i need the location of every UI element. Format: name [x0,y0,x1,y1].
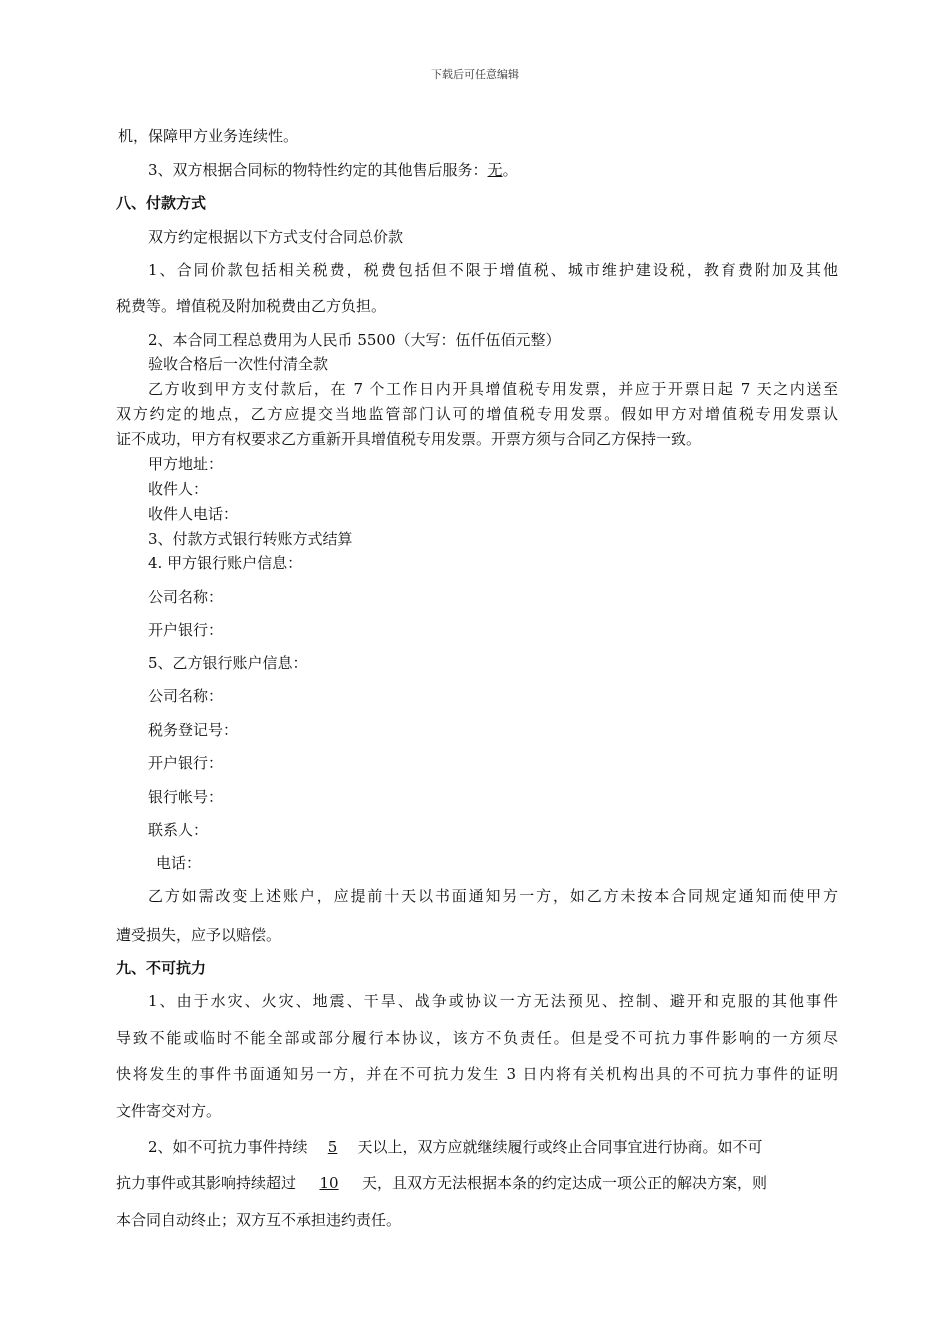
after-sales-clause [148,160,518,180]
paragraph-line: 验收合格后一次性付清全款 [148,355,329,373]
paragraph-line: 2、本合同工程总费用为人民币 5500（大写：伍仟伍佰元整） [148,331,561,349]
field-label: 公司名称： [148,588,224,606]
field-label: 电话： [156,854,202,872]
paragraph-line: 4. 甲方银行账户信息： [148,554,303,572]
paragraph-line: 遭受损失，应予以赔偿。 [116,926,282,944]
paragraph-line: 5、乙方银行账户信息： [148,654,308,672]
section-heading-force-majeure: 九、不可抗力 [116,959,207,977]
clause-text: 2、如不可抗力事件持续 [148,1138,308,1156]
underlined-value: 5 [327,1138,338,1156]
field-label: 收件人： [148,480,209,498]
underlined-value: 10 [319,1174,339,1192]
field-label: 银行帐号： [148,788,224,806]
clause-text: 。 [502,161,518,179]
clause-text: 天，且双方无法根据本条的约定达成一项公正的解决方案，则 [362,1174,768,1192]
section-heading-payment: 八、付款方式 [116,194,207,212]
underlined-value: 无 [487,161,503,179]
field-label: 甲方地址： [148,455,224,473]
paragraph-line: 3、付款方式银行转账方式结算 [148,530,353,548]
paragraph-line: 双方约定的地点，乙方应提交当地监管部门认可的增值税专用发票。假如甲方对增值税专用发票认 [116,405,838,423]
page-header: 下载后可任意编辑 [431,68,519,81]
field-label: 联系人： [148,821,209,839]
paragraph-line: 1、由于水灾、火灾、地震、干旱、战争或协议一方无法预见、控制、避开和克服的其他事件 [148,992,838,1010]
paragraph-line: 1、合同价款包括相关税费，税费包括但不限于增值税、城市维护建设税，教育费附加及其他 [148,261,838,279]
paragraph-line: 乙方收到甲方支付款后，在 7 个工作日内开具增值税专用发票，并应于开票日起 7 天之内送至 [148,380,838,398]
paragraph-line: 文件寄交对方。 [116,1102,222,1120]
paragraph-line: 机，保障甲方业务连续性。 [118,127,299,145]
clause-text: 3、双方根据合同标的物特性约定的其他售后服务： [148,161,488,179]
force-majeure-termination-clause [116,1173,767,1193]
paragraph-line: 乙方如需改变上述账户，应提前十天以书面通知另一方，如乙方未按本合同规定通知而使甲方 [148,887,838,905]
paragraph-line: 快将发生的事件书面通知另一方，并在不可抗力发生 3 日内将有关机构出具的不可抗力事件的证明 [116,1065,838,1083]
field-label: 开户银行： [148,621,224,639]
clause-text: 抗力事件或其影响持续超过 [116,1174,297,1192]
paragraph-line: 本合同自动终止；双方互不承担违约责任。 [116,1211,402,1229]
force-majeure-duration-clause [148,1137,763,1157]
paragraph-line: 证不成功，甲方有权要求乙方重新开具增值税专用发票。开票方须与合同乙方保持一致。 [116,430,702,448]
paragraph-line: 双方约定根据以下方式支付合同总价款 [148,228,404,246]
field-label: 税务登记号： [148,721,239,739]
paragraph-line: 导致不能或临时不能全部或部分履行本协议，该方不负责任。但是受不可抗力事件影响的一方须尽 [116,1029,838,1047]
field-label: 公司名称： [148,687,224,705]
field-label: 开户银行： [148,754,224,772]
paragraph-line: 税费等。增值税及附加税费由乙方负担。 [116,297,387,315]
field-label: 收件人电话： [148,505,239,523]
clause-text: 天以上，双方应就继续履行或终止合同事宜进行协商。如不可 [357,1138,763,1156]
